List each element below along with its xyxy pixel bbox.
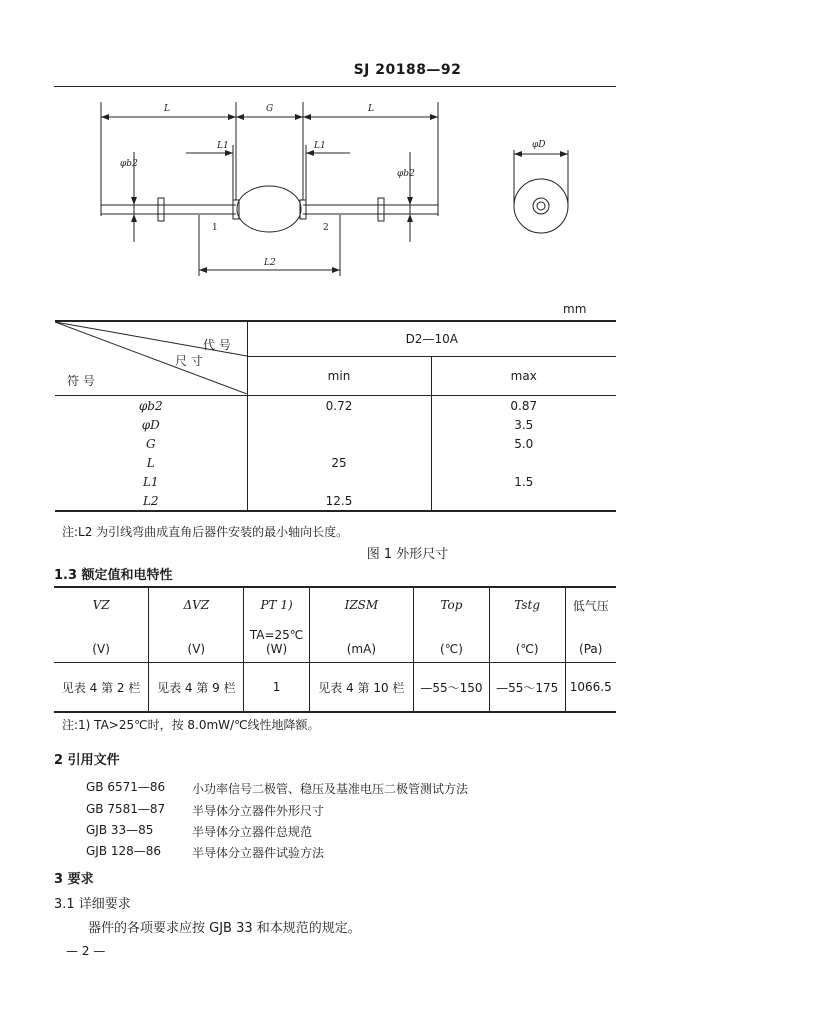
header-size: 尺 寸: [175, 354, 203, 368]
row-max: 0.87: [431, 396, 616, 416]
hdr-izsm: IZSM: [309, 587, 413, 622]
figure-caption: 图 1 外形尺寸: [366, 547, 449, 562]
label-L2: L2: [264, 258, 276, 268]
val-tstg: —55～175: [489, 663, 565, 713]
header-code: 代 号: [203, 338, 231, 352]
row-min: [247, 472, 431, 491]
document-header: SJ 20188—92: [353, 62, 462, 78]
dimension-table: [55, 320, 616, 512]
outline-drawing: [0, 90, 815, 290]
ref-code: GB 6571—86: [86, 780, 166, 794]
val-izsm: 见表 4 第 10 栏: [309, 663, 413, 713]
unit-tstg: (℃): [489, 622, 565, 663]
label-L1-right: L1: [314, 141, 326, 151]
row-symbol: L1: [142, 474, 159, 489]
label-G: G: [266, 104, 274, 114]
hdr-delta-vz: ΔVZ: [149, 587, 244, 622]
ref-code: GJB 33—85: [86, 823, 154, 837]
section-3-heading: 3 要求: [54, 872, 94, 887]
val-vz: 见表 4 第 2 栏: [54, 663, 149, 713]
unit-delta-vz: (V): [149, 622, 244, 663]
section-2-heading: 2 引用文件: [54, 753, 120, 768]
paragraph-3-1: 器件的各项要求应按 GJB 33 和本规范的规定。: [88, 921, 361, 936]
unit-izsm: (mA): [309, 622, 413, 663]
ref-title: 半导体分立器件总规范: [192, 825, 313, 839]
rating-note: 注:1) TA>25℃时，按 8.0mW/℃线性地降额。: [62, 718, 320, 732]
val-delta-vz: 见表 4 第 9 栏: [149, 663, 244, 713]
unit-vz: (V): [54, 622, 149, 663]
hdr-vz: VZ: [54, 587, 149, 622]
unit-low-pressure: (Pa): [565, 622, 616, 663]
row-symbol: G: [145, 436, 156, 451]
label-L-left: L: [164, 104, 170, 114]
dimension-note: 注:L2 为引线弯曲成直角后器件安装的最小轴向长度。: [62, 525, 349, 539]
hdr-low-pressure: 低气压: [565, 587, 616, 622]
row-symbol: L2: [55, 491, 247, 511]
unit-top: (℃): [414, 622, 490, 663]
row-symbol: φD: [141, 417, 160, 432]
header-rule: [54, 86, 616, 87]
label-L-right: L: [368, 104, 374, 114]
row-max: 1.5: [431, 472, 616, 491]
val-top: —55～150: [414, 663, 490, 713]
lead-2-label: 2: [323, 223, 329, 233]
lead-1-label: 1: [212, 223, 218, 233]
col-max: max: [431, 357, 616, 396]
hdr-tstg: Tstg: [489, 587, 565, 622]
hdr-top: Top: [414, 587, 490, 622]
label-L1-left: L1: [217, 141, 229, 151]
row-max: [431, 453, 616, 472]
ref-code: GB 7581—87: [86, 802, 166, 816]
row-min: 12.5: [247, 491, 431, 511]
label-phi-b2-left: φb2: [120, 159, 138, 169]
ratings-table: [54, 586, 616, 713]
val-pt: 1: [244, 663, 309, 713]
ref-code: GJB 128—86: [86, 844, 162, 858]
row-min: 0.72: [247, 396, 431, 416]
row-symbol: φb2: [138, 398, 163, 413]
row-min: 25: [247, 453, 431, 472]
section-3-1-heading: 3.1 详细要求: [54, 897, 131, 912]
row-max: 3.5: [431, 415, 616, 434]
hdr-pt: PT 1): [244, 587, 309, 622]
row-min: [247, 434, 431, 453]
model-header: D2—10A: [247, 321, 616, 357]
ref-title: 小功率信号二极管、稳压及基准电压二极管测试方法: [192, 782, 469, 796]
col-min: min: [247, 357, 431, 396]
row-max: 5.0: [431, 434, 616, 453]
row-symbol: L: [146, 455, 155, 470]
row-max: [431, 491, 616, 511]
ref-title: 半导体分立器件外形尺寸: [192, 804, 325, 818]
unit-label: mm: [563, 302, 587, 316]
label-phi-b2-right: φb2: [397, 169, 415, 179]
section-1-3-heading: 1.3 额定值和电特性: [54, 568, 173, 583]
label-phi-D: φD: [532, 140, 546, 150]
header-symbol: 符 号: [67, 374, 95, 388]
unit-pt: (W): [265, 642, 288, 656]
row-min: [247, 415, 431, 434]
diagonal-header-cell: [55, 321, 247, 396]
val-low-pressure: 1066.5: [565, 663, 616, 713]
cond-unit-pt: [244, 622, 309, 663]
ref-title: 半导体分立器件试验方法: [192, 846, 325, 860]
page-number: — 2 —: [66, 944, 106, 958]
cond-pt: TA=25℃: [249, 628, 304, 642]
